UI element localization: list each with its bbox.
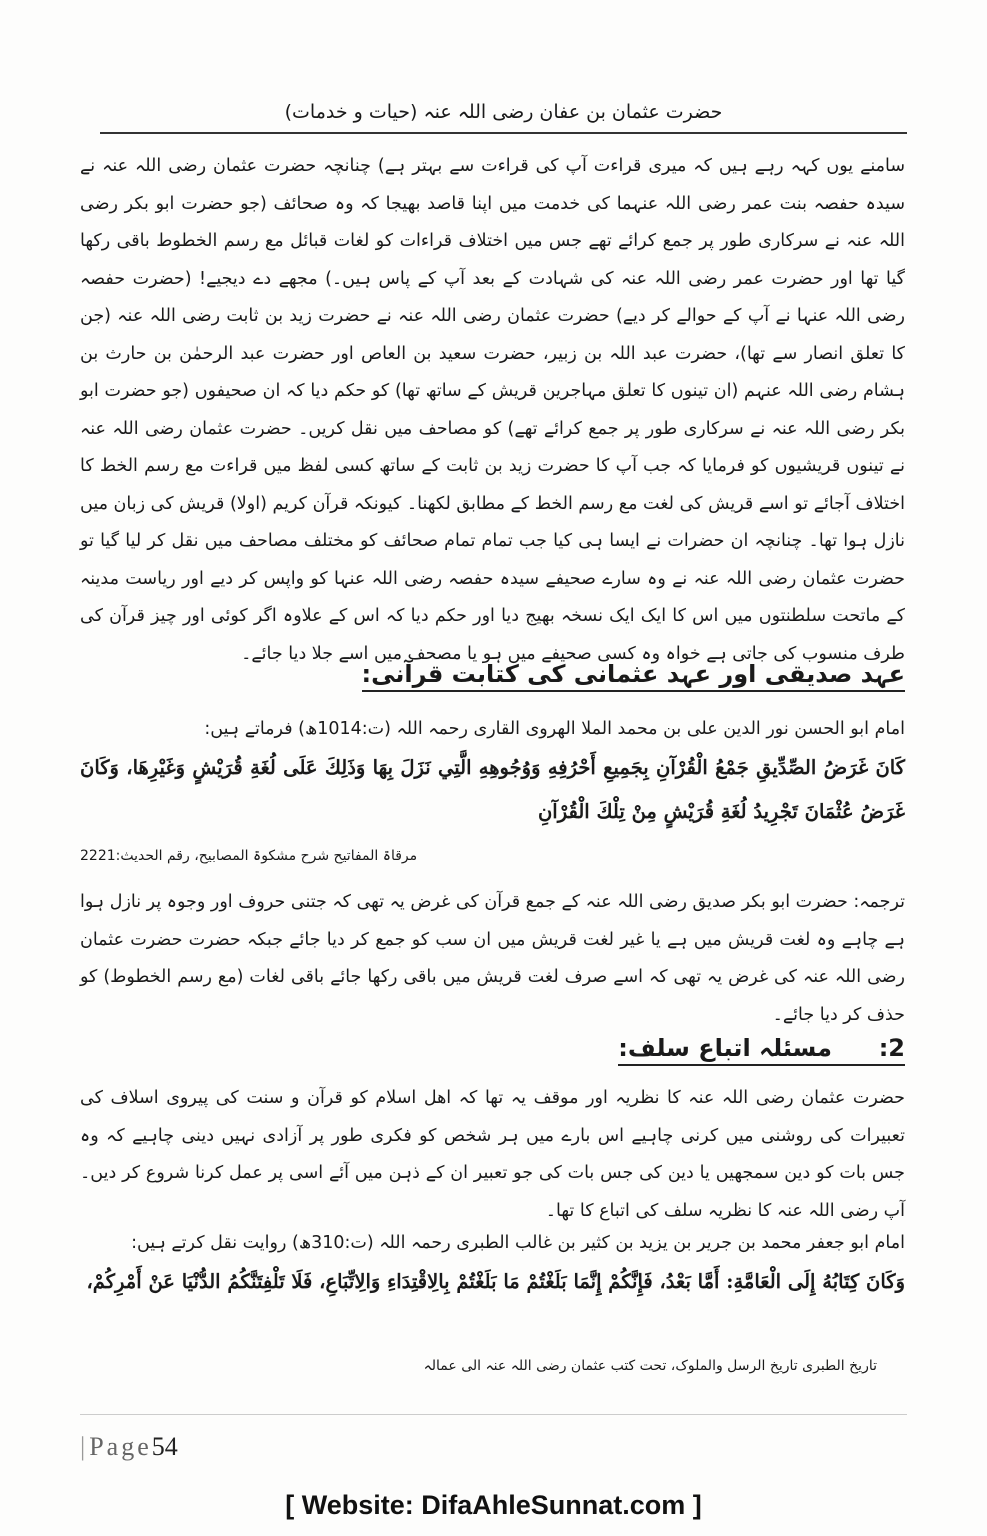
section-heading-2-title: مسئلہ اتباع سلف:	[618, 1034, 832, 1062]
page-number-value: 54	[151, 1432, 178, 1461]
reference-1	[80, 848, 480, 864]
section-heading-2-underlined	[618, 1034, 905, 1066]
section-heading-2-number: 2:	[878, 1034, 905, 1062]
page-number	[80, 1432, 178, 1462]
reference-2-text: تاریخ الطبری تاریخ الرسل والملوک، تحت کتب عثمان رضی اللہ عنہ الی عمالہ	[423, 1358, 877, 1374]
page-header	[100, 92, 907, 134]
paragraph-1: سامنے یوں کہہ رہے ہیں کہ میری قراءت آپ کی قراءت سے بہتر ہے) چنانچہ حضرت عثمان رضی اللہ عنہ نے سیدہ حفصہ بنت عمر رضی اللہ عنہما کی خدمت میں اپنا قاصد بھیجا کہ وہ صحائف (جو حضرت ابو بکر رضی اللہ عنہ نے سرکاری طور پر جمع کرائے تھے جس میں اختلاف قراءات کو لغات قبائل مع رسم الخطوط باقی رکھا گیا تھا اور حضرت عمر رضی اللہ عنہ کی شہادت کے بعد آپ کے پاس ہیں۔) مجھے دے دیجیے! (حضرت حفصہ رضی اللہ عنہا نے آپ کے حوالے کر دیے) حضرت عثمان رضی اللہ عنہ نے حضرت زید بن ثابت رضی اللہ عنہ (جن کا تعلق انصار سے تھا)، حضرت عبد اللہ بن زبیر، حضرت سعید بن العاص اور حضرت عبد الرحمٰن بن حارث بن ہشام رضی اللہ عنہم (ان تینوں کا تعلق مہاجرین قریش کے ساتھ تھا) کو حکم دیا کہ ان صحیفوں (جو حضرت ابو بکر رضی اللہ عنہ نے سرکاری طور پر جمع کرائے تھے) کو مصاحف میں نقل کریں۔ حضرت عثمان رضی اللہ عنہ نے تینوں قریشیوں کو فرمایا کہ جب آپ کا حضرت زید بن ثابت کے ساتھ کسی لفظ میں قراءت مع رسم الخط کا اختلاف آجائے تو اسے قریش کی لغت مع رسم الخط کے مطابق لکھنا۔ کیونکہ قرآن کریم (اولا) قریش کی زبان میں نازل ہوا تھا۔ چنانچہ ان حضرات نے ایسا ہی کیا جب تمام تمام صحائف کو مختلف مصاحف میں نقل کر لیا گیا تو حضرت عثمان رضی اللہ عنہ نے وہ سارے صحیفے سیدہ حفصہ رضی اللہ عنہا کو واپس کر دیے اور ریاست مدینہ کے ماتحت سلطنتوں میں اس کا ایک ایک نسخہ بھیج دیا اور حکم دیا کہ اس کے علاوہ اگر کوئی اور چیز قرآن کی طرف منسوب کی جاتی ہے خواہ وہ کسی صحیفے میں ہو یا مصحف میں اسے جلا دیا جائے۔	[80, 156, 905, 664]
page-number-pipe: |	[80, 1432, 86, 1461]
quote-intro-1: امام ابو الحسن نور الدین علی بن محمد الملا الھروی القاری رحمہ اللہ (ت:1014ھ) فرماتے ہیں:	[204, 719, 905, 739]
section-heading-1-text: عہد صدیقی اور عہد عثمانی کی کتابت قرآنی:	[362, 660, 905, 692]
section-heading-1	[362, 660, 905, 688]
paragraph-2: حضرت عثمان رضی اللہ عنہ کا نظریہ اور موقف یہ تھا کہ اھل اسلام کو قرآن و سنت کی پیروی اسلاف کی تعبیرات کی روشنی میں کرنی چاہیے اس بارے میں ہر شخص کو فکری طور پر آزادی نہیں دینی چاہیے کہ وہ جس بات کو دین سمجھیں یا دین کی جس بات کی جو تعبیر ان کے ذہن میں آئے اسی پر عمل کرنا شروع کر دیں۔ آپ رضی اللہ عنہ کا نظریہ سلف کی اتباع کا تھا۔	[80, 1088, 905, 1221]
reference-2	[424, 1358, 877, 1374]
header-title: حضرت عثمان بن عفان رضی اللہ عنہ (حیات و خدمات)	[284, 101, 723, 123]
website-banner: [ Website: DifaAhleSunnat.com ]	[285, 1490, 702, 1520]
quote-intro-2: امام ابو جعفر محمد بن جریر بن یزید بن کثیر بن غالب الطبری رحمہ اللہ (ت:310ھ) روایت نقل کرتے ہیں:	[131, 1233, 905, 1253]
page-word: Page	[89, 1432, 152, 1461]
arabic-quote-1: كَانَ غَرَضُ الصِّدِّيقِ جَمْعُ الْقُرْآنِ بِجَمِيعِ أَحْرُفِهِ وَوُجُوهِهِ الَّتِي نَزَلَ بِهَا وَذَلِكَ عَلَى لُغَةِ قُرَيْشٍ وَغَيْرِهَا، وَكَانَ غَرَضُ عُثْمَانَ تَجْرِيدُ لُغَةِ قُرَيْشٍ مِنْ تِلْكَ الْقُرْآنِ	[80, 756, 905, 823]
footer-divider	[80, 1414, 907, 1415]
translation-paragraph: ترجمہ: حضرت ابو بکر صدیق رضی اللہ عنہ کے جمع قرآن کی غرض یہ تھی کہ جتنی حروف اور وجوہ پر نازل ہوا ہے چاہے وہ لغت قریش میں ہے یا غیر لغت قریش میں ان سب کو جمع کر دیا جائے جبکہ حضرت حضرت عثمان رضی اللہ عنہ کی غرض یہ تھی کہ اسے صرف لغت قریش میں باقی رکھا جائے باقی لغات (مع رسم الخطوط) کو حذف کر دیا جائے۔	[80, 892, 905, 1025]
section-heading-2	[80, 1034, 905, 1062]
reference-1-text: مرقاۃ المفاتیح شرح مشکوۃ المصابیح، رقم الحدیث:2221	[80, 848, 418, 864]
arabic-quote-2: وَكَانَ كِتَابُهُ إِلَى الْعَامَّةِ: أَمَّا بَعْدُ، فَإِنَّكُمْ إِنَّمَا بَلَغْتُمْ مَا بَلَغْتُمْ بِالِاقْتِدَاءِ وَالِاتِّبَاعِ، فَلَا تَلْفِتَنَّكُمُ الدُّنْيَا عَنْ أَمْرِكُمْ،	[86, 1270, 905, 1293]
